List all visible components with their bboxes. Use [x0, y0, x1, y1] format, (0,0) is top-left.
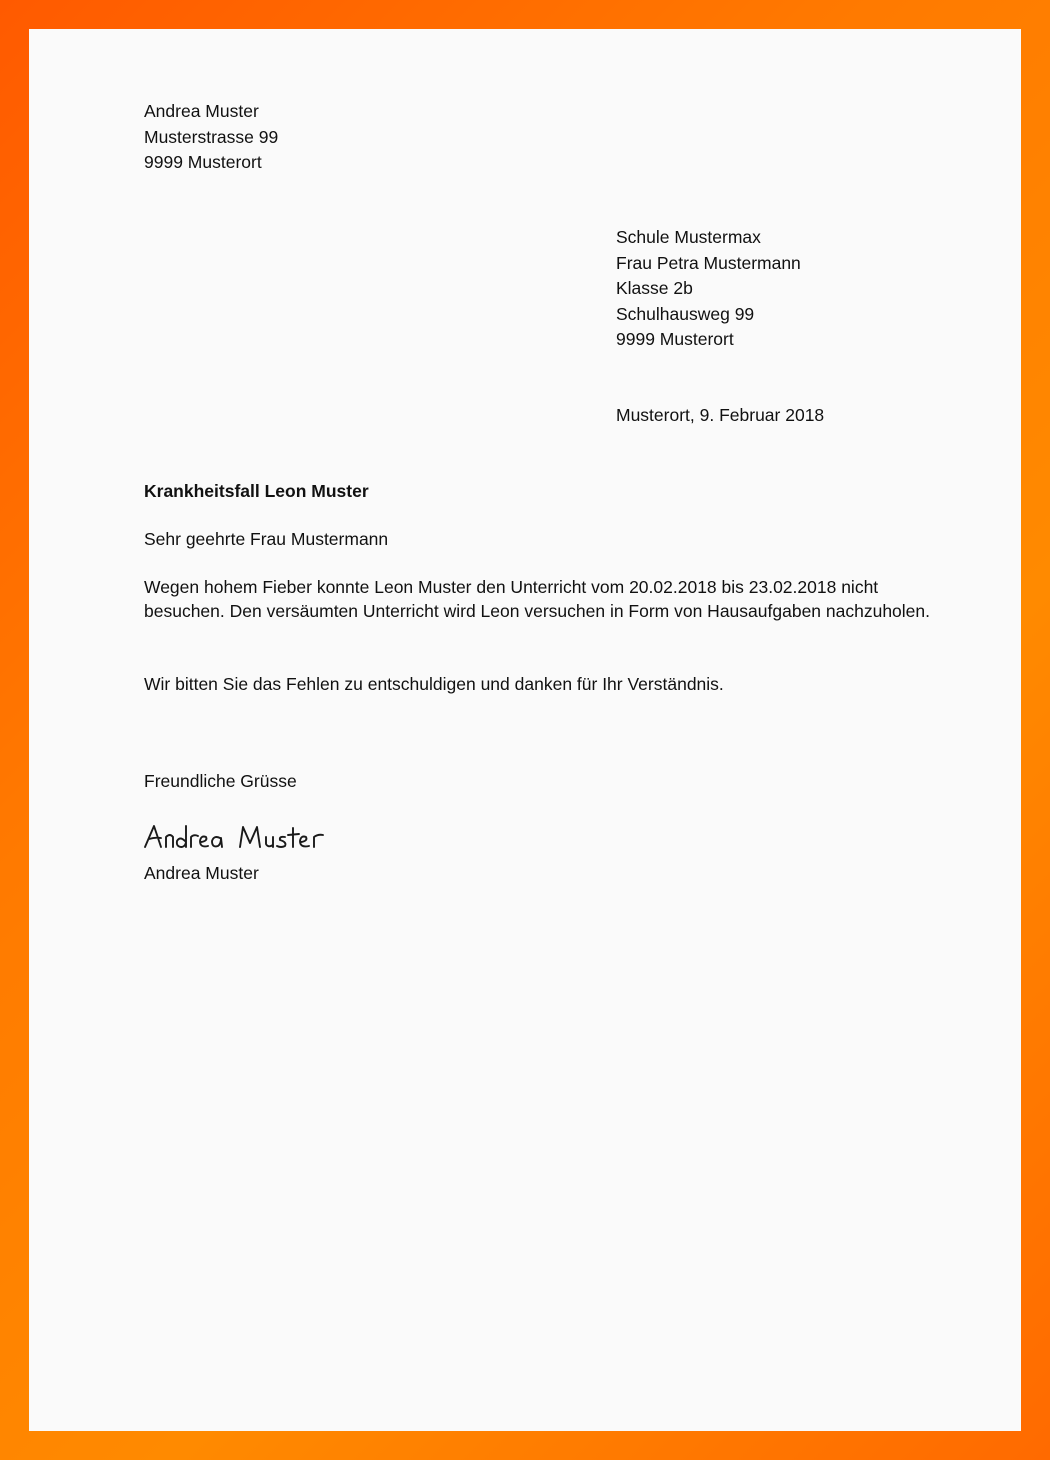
recipient-line-1: Schule Mustermax [616, 227, 761, 247]
recipient-line-5: 9999 Musterort [616, 329, 734, 349]
signer-name: Andrea Muster [144, 863, 259, 883]
letter-closing: Freundliche Grüsse [144, 771, 297, 791]
sender-street: Musterstrasse 99 [144, 126, 279, 147]
sender-name: Andrea Muster [144, 101, 259, 121]
letter-date: Musterort, 9. Februar 2018 [616, 405, 825, 425]
body-paragraph-1: Wegen hohem Fieber konnte Leon Muster den Unterricht vom 20.02.2018 bis 23.02.2018 nicht besuchen. Den versäumten Unterricht wird Leon versuchen in Form von Hausaufgaben nachzuholen. [144, 577, 931, 622]
recipient-line-4: Schulhausweg 99 [616, 303, 755, 324]
sender-address [144, 99, 278, 176]
handwritten-signature [142, 817, 352, 857]
letter-subject: Krankheitsfall Leon Muster [144, 481, 369, 501]
recipient-line-2: Frau Petra Mustermann [616, 252, 801, 273]
sender-city: 9999 Musterort [144, 152, 262, 172]
recipient-line-3: Klasse 2b [616, 278, 693, 298]
recipient-address [616, 225, 801, 353]
body-paragraph-2: Wir bitten Sie das Fehlen zu entschuldigen und danken für Ihr Verständnis. [144, 674, 724, 694]
letter-salutation: Sehr geehrte Frau Mustermann [144, 529, 389, 549]
letter-page [29, 29, 1021, 1431]
